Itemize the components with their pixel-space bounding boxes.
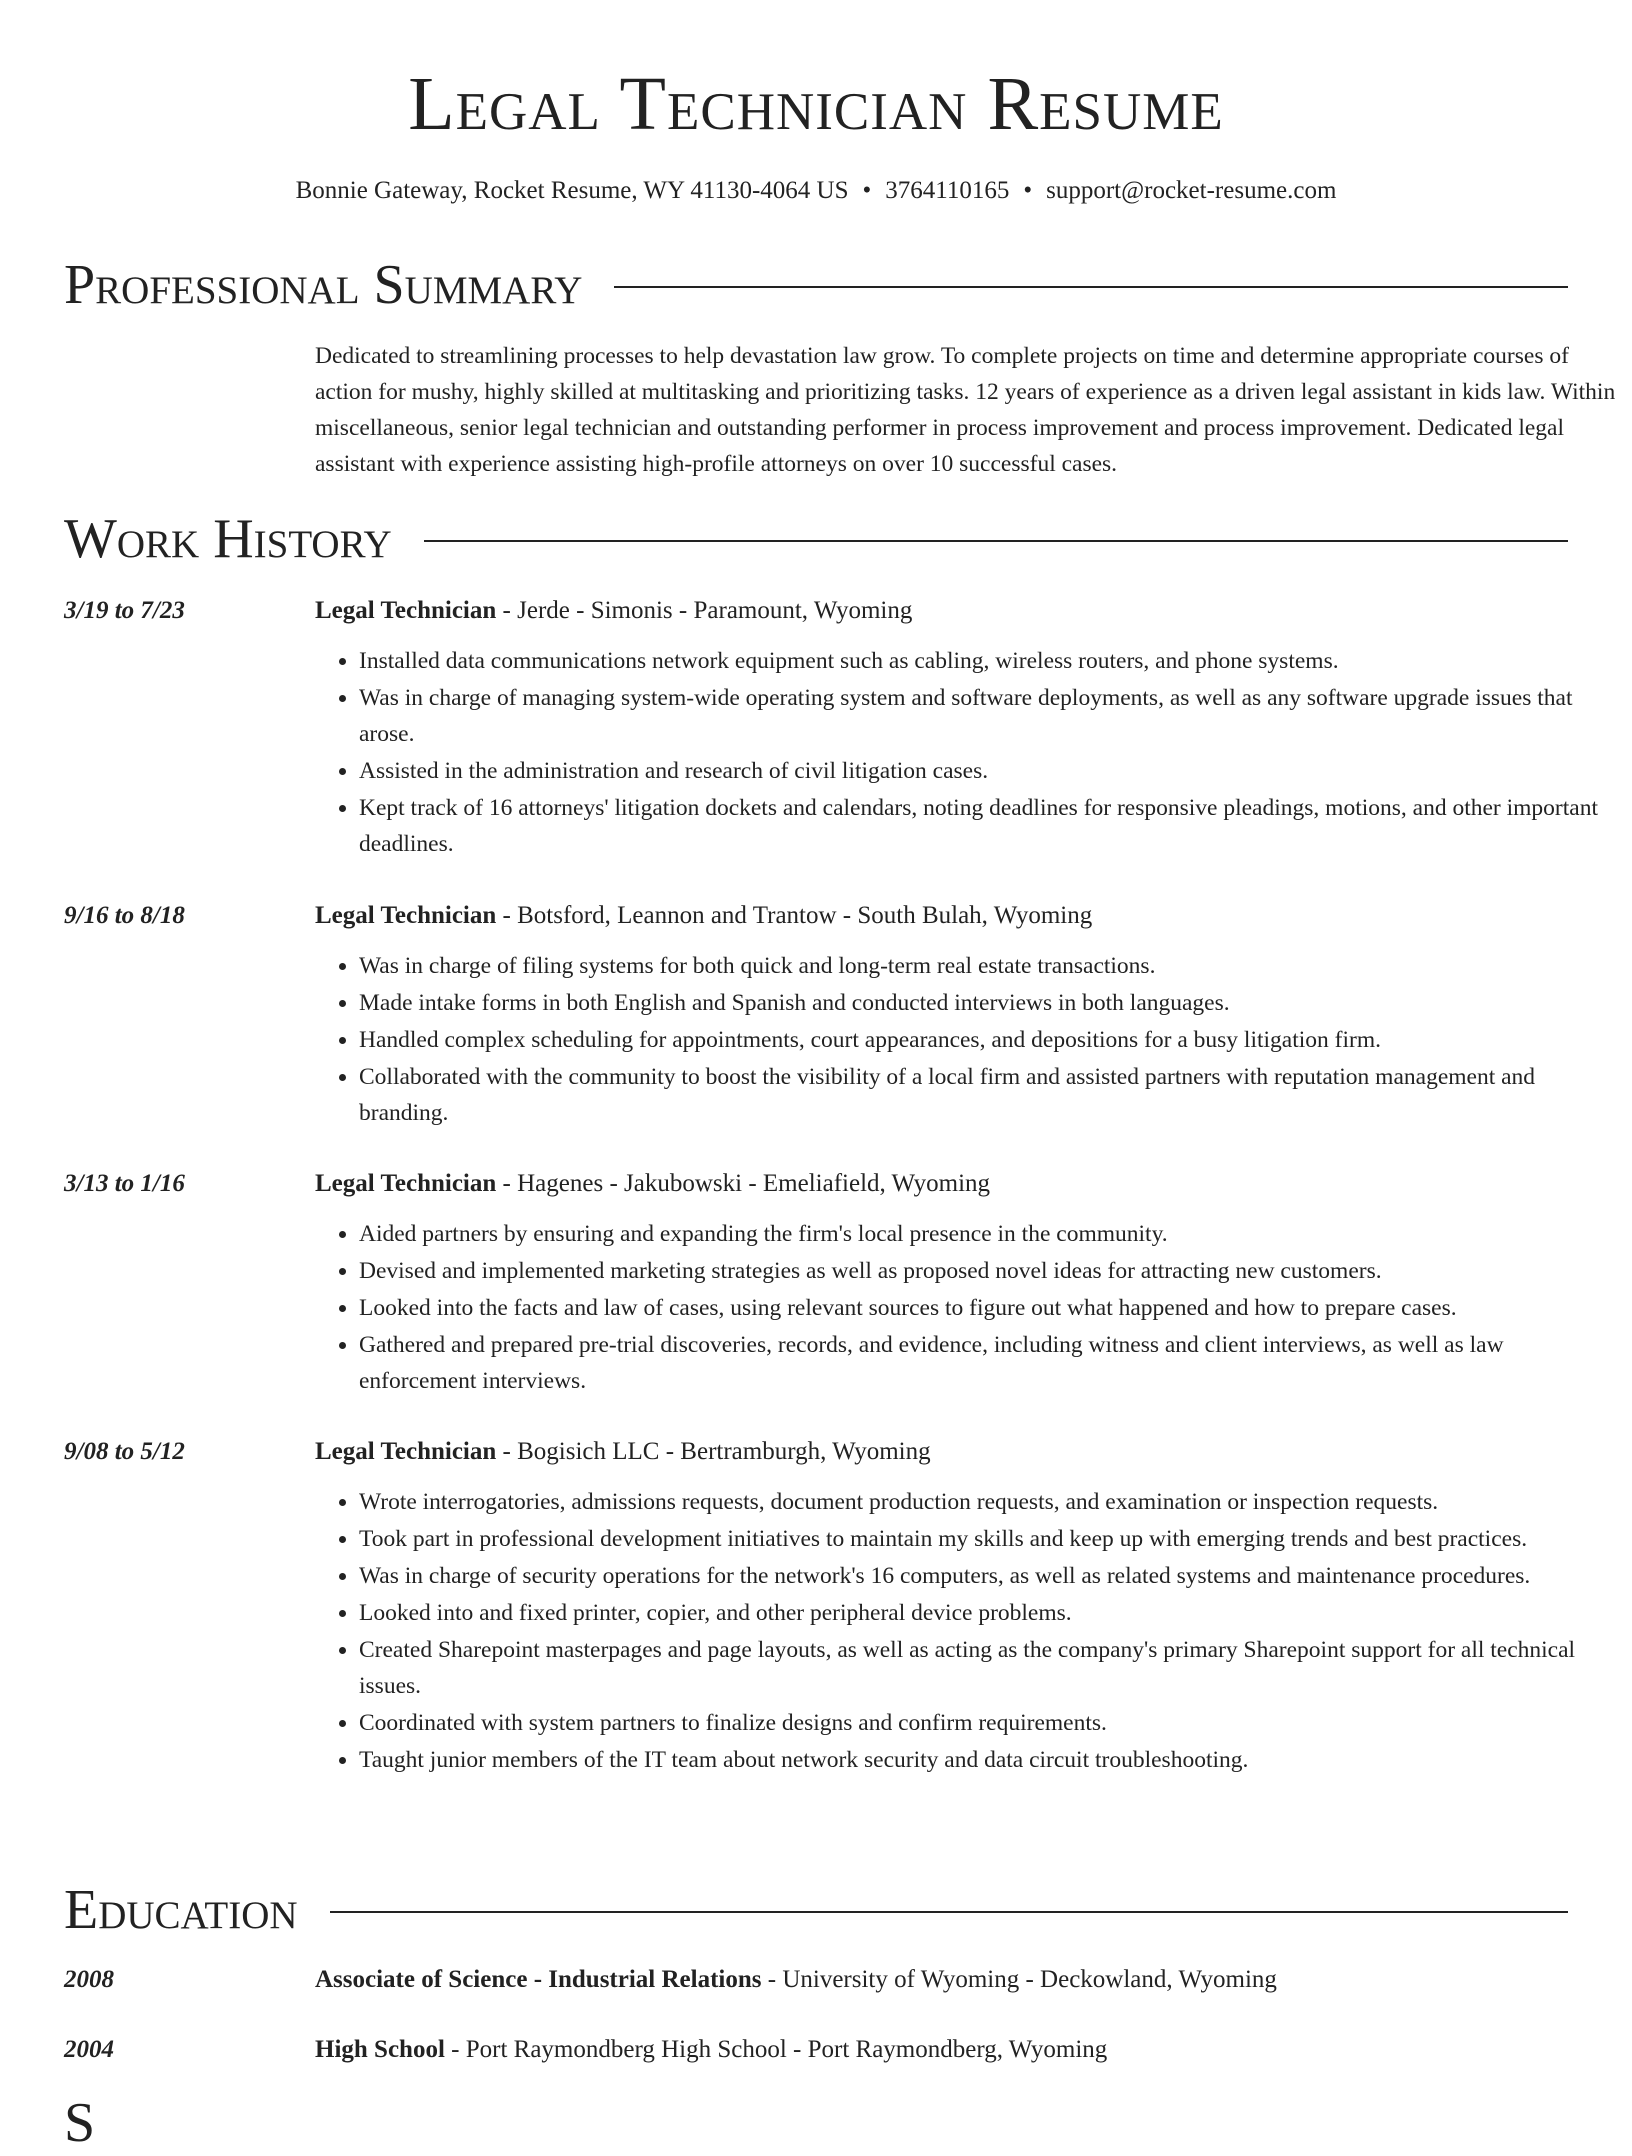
section-title-summary: Professional Summary [64, 254, 583, 316]
work-bullet: • Made intake forms in both English and Spanish and conducted interviews in both languages. [359, 985, 1624, 1021]
section-title-education: Education [64, 1879, 298, 1941]
education-year: 2004 [64, 2036, 114, 2063]
education-heading [315, 1962, 1277, 1998]
work-role: Legal Technician [315, 1170, 497, 1197]
section-divider [614, 286, 1568, 288]
work-bullet: • Coordinated with system partners to finalize designs and confirm requirements. [359, 1705, 1624, 1741]
work-heading [315, 898, 1092, 934]
education-details: - Port Raymondberg High School - Port Raymondberg, Wyoming [444, 2036, 1108, 2063]
section-title-cutoff: S [64, 2092, 96, 2154]
work-bullet: • Wrote interrogatories, admissions requests, document production requests, and examination or inspection requests. [359, 1484, 1624, 1520]
work-bullet: • Aided partners by ensuring and expanding the firm's local presence in the community. [359, 1216, 1624, 1252]
education-degree: Associate of Science - Industrial Relations [315, 1966, 762, 1993]
work-bullet: • Kept track of 16 attorneys' litigation dockets and calendars, noting deadlines for responsive pleadings, motions, and other important deadlines. [359, 790, 1624, 862]
education-heading [315, 2032, 1107, 2068]
section-title-work: Work History [64, 508, 392, 570]
work-bullet: • Took part in professional development initiatives to maintain my skills and keep up with emerging trends and best practices. [359, 1521, 1624, 1557]
education-year: 2008 [64, 1966, 114, 1993]
work-details: - Bogisich LLC - Bertramburgh, Wyoming [496, 1438, 931, 1465]
work-bullets [315, 643, 1624, 863]
work-details: - Hagenes - Jakubowski - Emeliafield, Wyoming [496, 1170, 991, 1197]
work-details: - Botsford, Leannon and Trantow - South Bulah, Wyoming [496, 902, 1093, 929]
work-bullet: • Was in charge of managing system-wide operating system and software deployments, as well as any software upgrade issues that arose. [359, 680, 1624, 752]
work-heading [315, 1166, 990, 1202]
work-bullets [315, 948, 1624, 1132]
work-details: - Jerde - Simonis - Paramount, Wyoming [496, 597, 913, 624]
work-bullets [315, 1484, 1624, 1779]
education-degree: High School [315, 2036, 445, 2063]
work-bullet: • Taught junior members of the IT team about network security and data circuit troubleshooting. [359, 1742, 1624, 1778]
work-bullet: • Looked into and fixed printer, copier, and other peripheral device problems. [359, 1595, 1624, 1631]
work-bullet: • Handled complex scheduling for appointments, court appearances, and depositions for a busy litigation firm. [359, 1022, 1624, 1058]
work-bullet: • Was in charge of security operations for the network's 16 computers, as well as related systems and maintenance procedures. [359, 1558, 1624, 1594]
work-heading [315, 1434, 931, 1470]
section-header-work [64, 506, 1568, 572]
work-bullet: • Created Sharepoint masterpages and page layouts, as well as acting as the company's primary Sharepoint support for all technical issues. [359, 1632, 1624, 1704]
work-role: Legal Technician [315, 597, 497, 624]
contact-email[interactable]: support@rocket-resume.com [1046, 177, 1337, 204]
contact-separator: • [862, 177, 872, 204]
work-bullet: • Devised and implemented marketing strategies as well as proposed novel ideas for attracting new customers. [359, 1253, 1624, 1289]
section-divider [424, 540, 1568, 542]
work-bullet: • Was in charge of filing systems for both quick and long-term real estate transactions. [359, 948, 1624, 984]
work-dates: 3/13 to 1/16 [64, 1170, 185, 1197]
education-details: - University of Wyoming - Deckowland, Wyoming [761, 1966, 1277, 1993]
contact-line [64, 174, 1568, 208]
work-role: Legal Technician [315, 1438, 497, 1465]
work-role: Legal Technician [315, 902, 497, 929]
work-bullet: • Installed data communications network equipment such as cabling, wireless routers, and phone systems. [359, 643, 1624, 679]
resume-title: Legal Technician Resume [408, 62, 1224, 146]
work-bullet: • Gathered and prepared pre-trial discoveries, records, and evidence, including witness and client interviews, as well as law enforcement interviews. [359, 1327, 1624, 1399]
work-dates: 9/16 to 8/18 [64, 902, 185, 929]
work-bullet: • Assisted in the administration and research of civil litigation cases. [359, 753, 1624, 789]
contact-address: Bonnie Gateway, Rocket Resume, WY 41130-4064 US [295, 177, 849, 204]
work-dates: 9/08 to 5/12 [64, 1438, 185, 1465]
section-header-summary [64, 252, 1568, 318]
work-bullet: • Looked into the facts and law of cases, using relevant sources to figure out what happened and how to prepare cases. [359, 1290, 1624, 1326]
work-bullet: • Collaborated with the community to boost the visibility of a local firm and assisted partners with reputation management and branding. [359, 1059, 1624, 1131]
work-heading [315, 593, 912, 629]
section-divider [330, 1911, 1568, 1913]
work-bullets [315, 1216, 1624, 1400]
work-dates: 3/19 to 7/23 [64, 597, 185, 624]
contact-phone: 3764110165 [885, 177, 1010, 204]
contact-separator: • [1023, 177, 1033, 204]
section-header-education [64, 1877, 1568, 1943]
summary-text: Dedicated to streamlining processes to help devastation law grow. To complete projects on time and determine appropriate courses of action for mushy, highly skilled at multitasking and prioritizing tasks. 12 years of experience as a driven legal assistant in kids law. Within miscellaneous, senior legal technician and outstanding performer in process improvement and process improvement. Dedicated legal assistant with experience assisting high-profile attorneys on over 10 successful cases. [315, 343, 1616, 477]
